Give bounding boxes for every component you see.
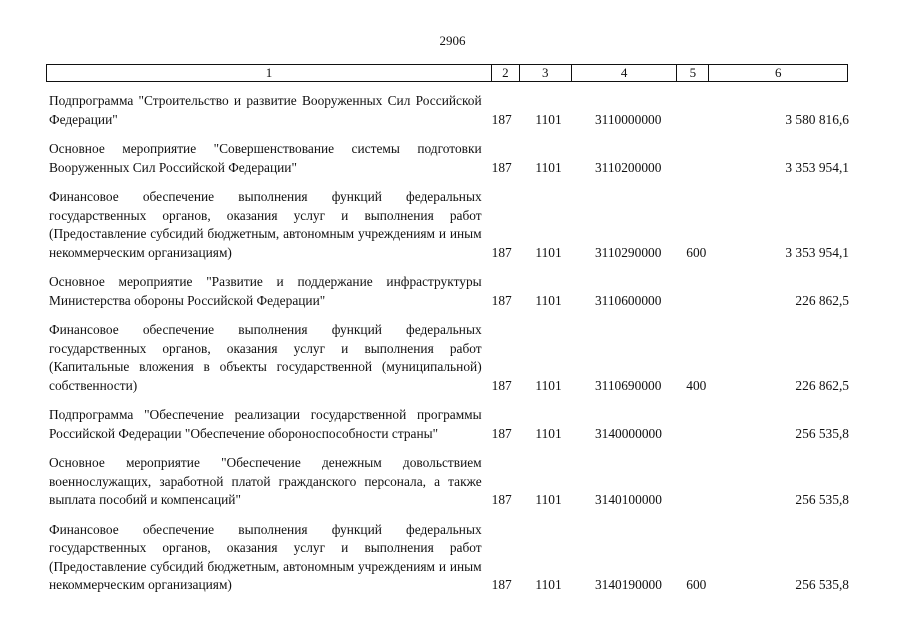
table-row bbox=[49, 188, 849, 262]
row-col-4: 3110200000 bbox=[594, 159, 662, 175]
table-row bbox=[49, 92, 849, 129]
table-row bbox=[49, 521, 849, 595]
row-col-6: 256 535,8 bbox=[795, 577, 849, 592]
row-name: Основное мероприятие "Обеспечение денежным довольствием военнослужащих, заработной платой гражданского персонала, а также выплата пособий и компенсаций" bbox=[49, 455, 482, 507]
row-col-2: 187 bbox=[491, 292, 512, 308]
row-name: Подпрограмма "Строительство и развитие Вооруженных Сил Российской Федерации" bbox=[49, 93, 482, 127]
row-name: Финансовое обеспечение выполнения функций федеральных государственных органов, оказания услуг и выполнения работ (Капитальные вложения в объекты государственной (муниципальной) собственности) bbox=[49, 322, 482, 393]
row-col-2: 187 bbox=[491, 425, 512, 441]
row-col-2: 187 bbox=[491, 577, 512, 592]
row-col-6: 3 353 954,1 bbox=[785, 244, 849, 260]
row-col-5: 600 bbox=[686, 244, 707, 260]
row-col-4: 3140000000 bbox=[594, 425, 662, 441]
row-col-2: 187 bbox=[491, 377, 512, 393]
row-col-2: 187 bbox=[491, 492, 512, 507]
header-col-2: 2 bbox=[492, 65, 520, 81]
header-col-1: 1 bbox=[47, 65, 492, 81]
table-header bbox=[46, 64, 848, 82]
row-col-3: 1101 bbox=[535, 492, 562, 507]
row-col-6: 226 862,5 bbox=[795, 377, 849, 393]
table-body bbox=[49, 92, 849, 606]
row-col-2: 187 bbox=[491, 159, 512, 175]
page-number: 2906 bbox=[439, 33, 466, 48]
header-col-3: 3 bbox=[520, 65, 572, 81]
row-col-3: 1101 bbox=[535, 377, 562, 393]
row-col-2: 187 bbox=[491, 244, 512, 260]
header-col-5: 5 bbox=[677, 65, 709, 81]
table-row bbox=[49, 140, 849, 177]
row-name: Подпрограмма "Обеспечение реализации государственной программы Российской Федерации "Обеспечение обороноспособности страны" bbox=[49, 407, 482, 441]
row-col-6: 256 535,8 bbox=[795, 425, 849, 441]
row-col-4: 3110690000 bbox=[594, 377, 662, 393]
row-col-3: 1101 bbox=[535, 111, 562, 127]
row-col-3: 1101 bbox=[535, 159, 562, 175]
row-name: Финансовое обеспечение выполнения функций федеральных государственных органов, оказания услуг и выполнения работ (Предоставление субсидий бюджетным, автономным учреждениям и иным некоммерческим организациям) bbox=[49, 189, 482, 260]
row-col-6: 256 535,8 bbox=[795, 492, 849, 507]
header-col-6: 6 bbox=[774, 65, 782, 80]
row-col-4: 3110290000 bbox=[594, 244, 662, 260]
row-col-3: 1101 bbox=[535, 577, 562, 592]
row-col-4: 3110000000 bbox=[594, 111, 662, 127]
row-col-5: 600 bbox=[686, 577, 707, 592]
row-col-4: 3140190000 bbox=[594, 577, 662, 592]
row-col-2: 187 bbox=[491, 111, 512, 127]
row-col-6: 3 353 954,1 bbox=[785, 159, 849, 175]
row-col-4: 3110600000 bbox=[594, 292, 662, 308]
row-col-3: 1101 bbox=[535, 244, 562, 260]
row-col-6: 3 580 816,6 bbox=[785, 111, 849, 127]
table-row bbox=[49, 406, 849, 443]
row-col-5: 400 bbox=[686, 377, 707, 393]
table-row bbox=[49, 454, 849, 510]
header-col-4: 4 bbox=[572, 65, 678, 81]
table-row bbox=[49, 321, 849, 395]
row-name: Основное мероприятие "Развитие и поддержание инфраструктуры Министерства обороны Российской Федерации" bbox=[49, 274, 482, 308]
row-col-6: 226 862,5 bbox=[795, 292, 849, 308]
row-col-3: 1101 bbox=[535, 425, 562, 441]
row-col-4: 3140100000 bbox=[594, 492, 662, 507]
row-col-3: 1101 bbox=[535, 292, 562, 308]
row-name: Финансовое обеспечение выполнения функций федеральных государственных органов, оказания услуг и выполнения работ (Предоставление субсидий бюджетным, автономным учреждениям и иным некоммерческим организациям) bbox=[49, 521, 482, 592]
row-name: Основное мероприятие "Совершенствование системы подготовки Вооруженных Сил Российской Федерации" bbox=[49, 141, 482, 175]
table-row bbox=[49, 273, 849, 310]
